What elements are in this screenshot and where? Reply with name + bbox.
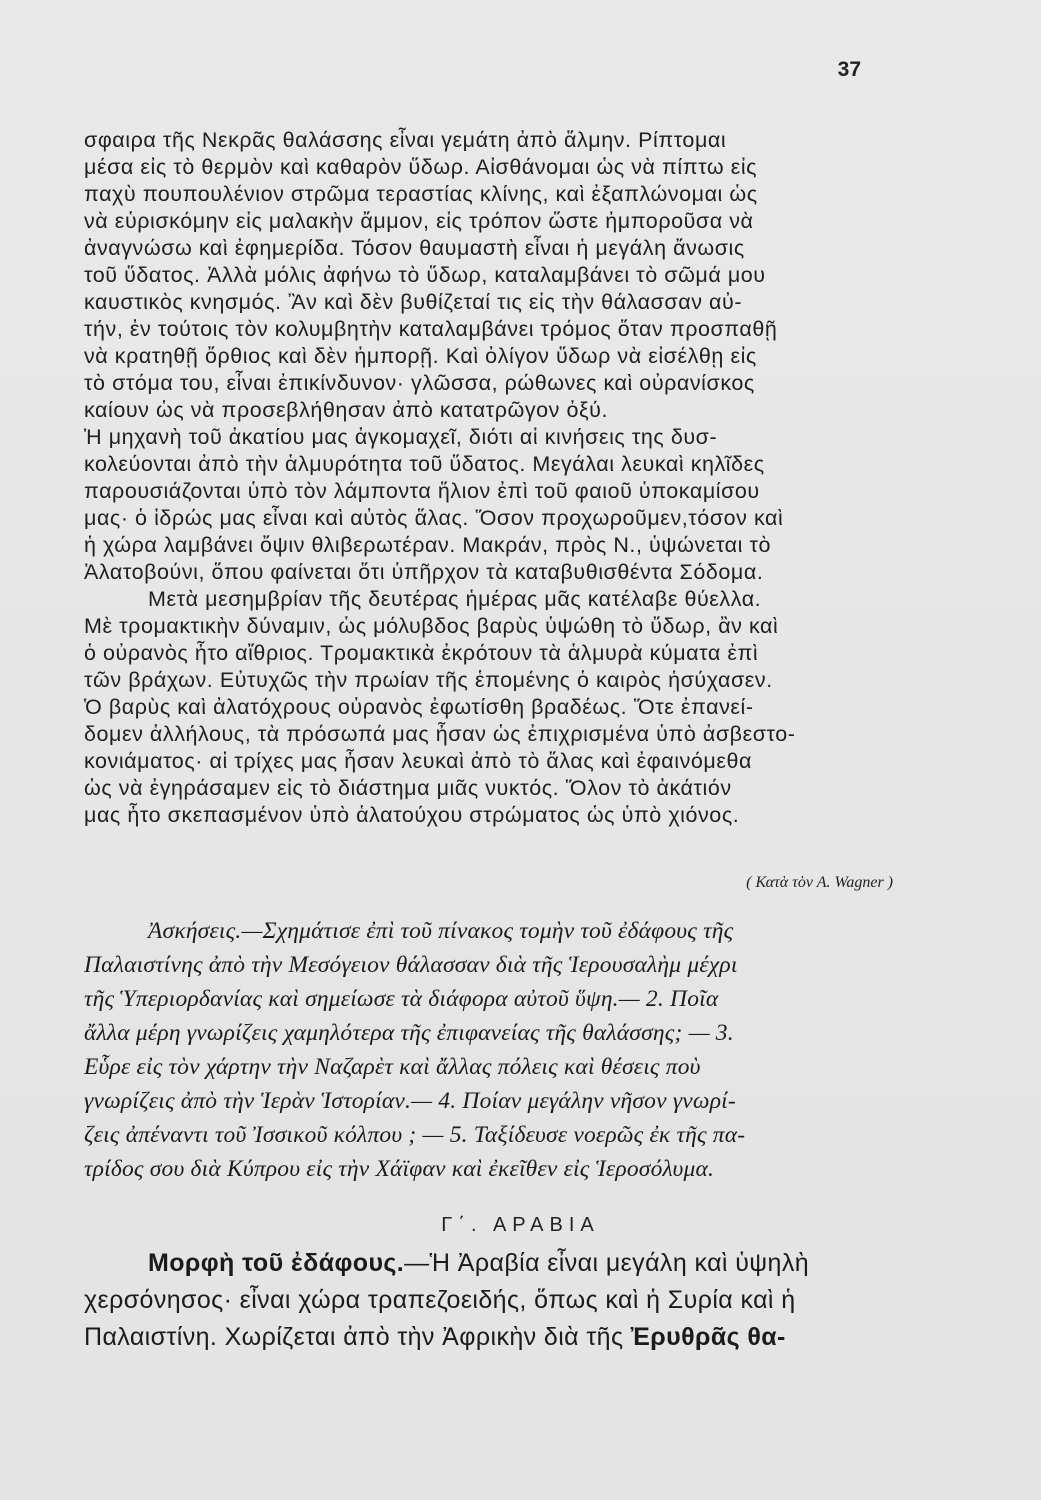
passage-line: παχὺ πουπουλένιον στρῶμα τεραστίας κλίνης, καὶ ἐξαπλώνομαι ὡς [84,182,758,206]
exercise-line: τῆς Ὑπεριορδανίας καὶ σημείωσε τὰ διάφορα αὐτοῦ ὕψη.— 2. Ποῖα [84,986,719,1012]
section-lead-title: Μορφὴ τοῦ ἐδάφους. [148,1249,405,1277]
passage-line: μας ἦτο σκεπασμένον ὑπὸ ἁλατούχου στρώματος ὡς ὑπὸ χιόνος. [84,803,740,827]
section-line [148,1249,894,1278]
passage-line: νὰ κρατηθῇ ὄρθιος καὶ δὲν ἠμπορῇ. Καὶ ὀλίγον ὕδωρ νὰ εἰσέλθῃ εἰς [84,344,757,368]
section-line: χερσόνησος· εἶναι χώρα τραπεζοειδής, ὅπως καὶ ἡ Συρία καὶ ἡ [84,1286,796,1314]
exercise-line: ἄλλα μέρη γνωρίζεις χαμηλότερα τῆς ἐπιφανείας τῆς θαλάσσης; — 3. [84,1020,734,1046]
passage-line: τὸ στόμα του, εἶναι ἐπικίνδυνον· γλῶσσα, ρώθωνες καὶ οὐρανίσκος [84,371,755,395]
section-bold-term: Ἐρυθρᾶς θα- [630,1323,786,1351]
passage-line: νὰ εὑρισκόμην εἰς μαλακὴν ἄμμον, εἰς τρόπον ὥστε ἠμποροῦσα νὰ [84,209,754,233]
passage-line: ὡς νὰ ἐγηράσαμεν εἰς τὸ διάστημα μιᾶς νυκτός. Ὅλον τὸ ἀκάτιόν [84,776,732,800]
passage-line: τοῦ ὕδατος. Ἀλλὰ μόλις ἀφήνω τὸ ὕδωρ, καταλαμβάνει τὸ σῶμά μου [84,263,766,287]
section-line-text: —Ἡ Ἀραβία εἶναι μεγάλη καὶ ὑψηλὴ [404,1249,810,1277]
exercise-line: Ἀσκήσεις.—Σχημάτισε ἐπὶ τοῦ πίνακος τομὴν τοῦ ἐδάφους τῆς [148,918,734,944]
passage-line: κολεύονται ἀπὸ τὴν ἁλμυρότητα τοῦ ὕδατος. Μεγάλαι λευκαὶ κηλῖδες [84,452,765,476]
section-line [84,1323,894,1352]
exercise-line: ζεις ἀπέναντι τοῦ Ἰσσικοῦ κόλπου ; — 5. Ταξίδευσε νοερῶς ἐκ τῆς πα- [84,1122,746,1148]
source-credit: ( Κατὰ τὸν Α. Wagner ) [746,874,893,891]
exercise-line: τρίδος σου διὰ Κύπρου εἰς τὴν Χάϊφαν καὶ ἐκεῖθεν εἰς Ἱεροσόλυμα. [84,1156,715,1182]
passage-line: Ἁλατοβούνι, ὅπου φαίνεται ὅτι ὑπῆρχον τὰ καταβυθισθέντα Σόδομα. [84,560,764,584]
exercise-line: γνωρίζεις ἀπὸ τὴν Ἱερὰν Ἱστορίαν.— 4. Ποίαν μεγάλην νῆσον γνωρί- [84,1088,736,1114]
passage-line: ἀναγνώσω καὶ ἐφημερίδα. Τόσον θαυμαστὴ εἶναι ἡ μεγάλη ἄνωσις [84,236,745,260]
section-heading: Γ΄. ΑΡΑΒΙΑ [441,1214,600,1236]
exercise-line: Εὗρε εἰς τὸν χάρτην τὴν Ναζαρὲτ καὶ ἄλλας πόλεις καὶ θέσεις ποὺ [84,1054,701,1080]
passage-line: ἡ χώρα λαμβάνει ὄψιν θλιβερωτέραν. Μακράν, πρὸς Ν., ὑψώνεται τὸ [84,533,772,557]
passage-line: κονιάματος· αἱ τρίχες μας ἦσαν λευκαὶ ἀπὸ τὸ ἅλας καὶ ἐφαινόμεθα [84,749,752,773]
passage-line: καίουν ὡς νὰ προσεβλήθησαν ἀπὸ κατατρῶγον ὀξύ. [84,398,608,422]
passage-line: δομεν ἀλλήλους, τὰ πρόσωπά μας ἦσαν ὡς ἐπιχρισμένα ὑπὸ ἀσβεστο- [84,722,796,746]
passage-line: μέσα εἰς τὸ θερμὸν καὶ καθαρὸν ὕδωρ. Αἰσθάνομαι ὡς νὰ πίπτω εἰς [84,155,758,179]
passage-line: καυστικὸς κνησμός. Ἂν καὶ δὲν βυθίζεταί τις εἰς τὴν θάλασσαν αὐ- [84,290,743,314]
exercise-line: Παλαιστίνης ἀπὸ τὴν Μεσόγειον θάλασσαν διὰ τῆς Ἱερουσαλὴμ μέχρι [84,952,738,978]
passage-line: παρουσιάζονται ὑπὸ τὸν λάμποντα ἥλιον ἐπὶ τοῦ φαιοῦ ὑποκαμίσου [84,479,760,503]
passage-line: μας· ὁ ἱδρώς μας εἶναι καὶ αὐτὸς ἅλας. Ὅσον προχωροῦμεν,τόσον καὶ [84,506,784,530]
section-line-text: Παλαιστίνη. Χωρίζεται ἀπὸ τὴν Ἀφρικὴν διὰ τῆς [84,1323,631,1351]
passage-line: Ὁ βαρὺς καὶ ἀλατόχρους οὐρανὸς ἐφωτίσθη βραδέως. Ὅτε ἐπανεί- [84,695,754,719]
passage-line: τῶν βράχων. Εὐτυχῶς τὴν πρωίαν τῆς ἑπομένης ὁ καιρὸς ἡσύχασεν. [84,668,773,692]
page-number: 37 [837,58,861,81]
passage-line: Μὲ τρομακτικὴν δύναμιν, ὡς μόλυβδος βαρὺς ὑψώθη τὸ ὕδωρ, ἂν καὶ [84,614,779,638]
passage-line: Μετὰ μεσημβρίαν τῆς δευτέρας ἡμέρας μᾶς κατέλαβε θύελλα. [148,587,762,611]
passage-line: σφαιρα τῆς Νεκρᾶς θαλάσσης εἶναι γεμάτη ἀπὸ ἅλμην. Ρίπτομαι [84,128,727,152]
passage-line: Ἡ μηχανὴ τοῦ ἀκατίου μας ἀγκομαχεῖ, διότι αἱ κινήσεις της δυσ- [84,425,718,449]
passage-line: ὁ οὐρανὸς ἦτο αἴθριος. Τρομακτικὰ ἐκρότουν τὰ ἁλμυρὰ κύματα ἐπὶ [84,641,759,665]
passage-line: τήν, ἐν τούτοις τὸν κολυμβητὴν καταλαμβάνει τρόμος ὅταν προσπαθῇ [84,317,778,341]
